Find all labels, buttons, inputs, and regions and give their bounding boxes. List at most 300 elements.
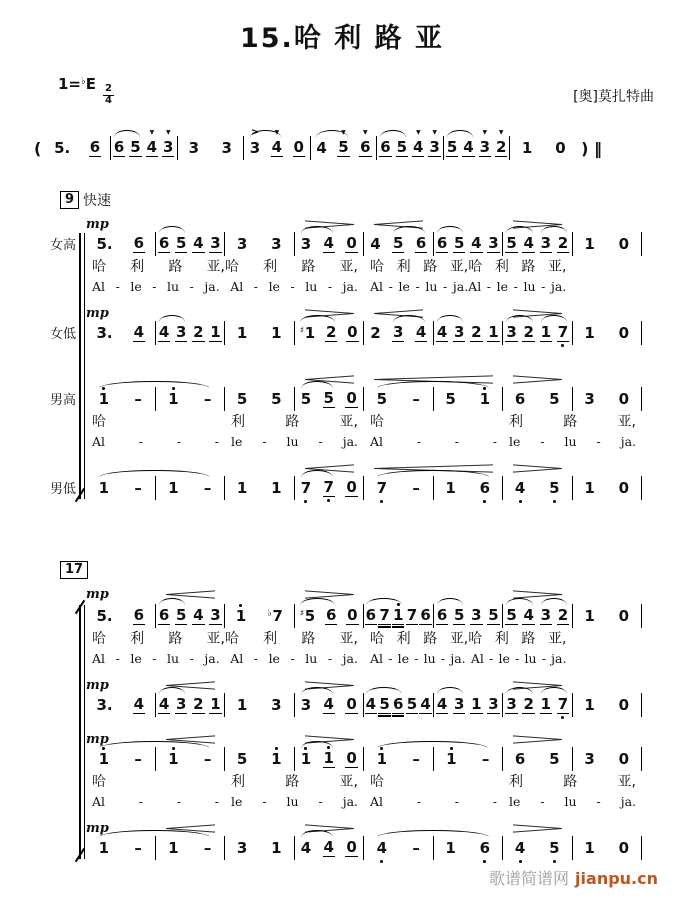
syllable: - (416, 433, 422, 449)
note-token: 5 ▼ (338, 129, 349, 156)
measure (225, 476, 295, 500)
note-token: 0 (347, 606, 358, 624)
lyric-segment (86, 277, 364, 295)
rehearsal-mark-9: 9 (60, 191, 79, 209)
measure (434, 476, 504, 500)
syllable: Al (92, 278, 106, 294)
measure (364, 232, 434, 256)
syllable: 路 (423, 630, 438, 647)
syllable: - (388, 650, 393, 666)
measure (510, 136, 577, 160)
note-token: 6 (415, 234, 427, 252)
note-token: ♯5 (299, 606, 316, 625)
measure (295, 836, 365, 860)
measure (573, 321, 643, 345)
time-numerator: 2 (104, 83, 112, 94)
syllable: - (454, 793, 459, 809)
rehearsal-row-9 (60, 190, 684, 210)
syllable: ja. (551, 650, 567, 666)
syllable: - (414, 650, 419, 666)
syllable: 路 (521, 258, 536, 275)
lyrics-zh (86, 412, 642, 432)
syllable: 利 (509, 773, 523, 790)
syllable: ja. (204, 650, 220, 666)
note-token: 4 (133, 323, 144, 341)
syllable: 亚, (339, 773, 358, 790)
note-token: 6 (133, 606, 144, 624)
syllable: Al (370, 650, 384, 666)
slur (541, 687, 568, 695)
dynamic-mp: mp (86, 678, 109, 693)
voice-label (0, 820, 86, 860)
note-token: 4 (523, 606, 534, 624)
lyric-segment (364, 432, 503, 450)
voice-body (86, 731, 642, 810)
syllable: - (318, 433, 323, 449)
syllable: 利 (231, 413, 245, 430)
measure (573, 836, 643, 860)
syllable: ja. (450, 650, 466, 666)
note-token: 1 (540, 695, 552, 713)
slur (99, 830, 211, 838)
note-token: 1 (584, 606, 595, 625)
note-token: 4 (133, 695, 144, 713)
measure (225, 836, 295, 860)
lyric-segment (86, 792, 225, 810)
measure (156, 476, 226, 500)
accent-mark-icon: > (250, 126, 260, 138)
lyric-segment (503, 432, 642, 450)
note-token: 6 (436, 606, 448, 624)
measure (86, 747, 156, 771)
note-token: 1 (584, 478, 595, 497)
note-token: 5 (549, 838, 560, 857)
measure (44, 136, 111, 160)
measures (86, 747, 642, 771)
staccato-mark-icon: ▼ (415, 129, 421, 136)
syllable: lu (425, 278, 438, 294)
slur (114, 130, 140, 138)
measure (364, 747, 434, 771)
note-token: 3 (540, 234, 552, 252)
note-token: 1 (479, 389, 491, 408)
note-token: 4 (300, 838, 312, 857)
note-token: – (203, 749, 212, 768)
note-token: 6 (158, 606, 170, 624)
note-token: 6 (479, 838, 491, 857)
note-token: 3 (393, 323, 404, 341)
note-token: 4 (323, 695, 334, 713)
note-token: 4 (316, 138, 327, 157)
lyric-segment (364, 649, 573, 667)
syllable: 路 (563, 773, 578, 790)
syllable: lu (524, 650, 537, 666)
syllable: 哈 (370, 630, 384, 647)
measure (225, 604, 295, 628)
syllable: - (253, 650, 259, 666)
note-token: 0 (618, 695, 630, 714)
note-token: 6 (133, 234, 144, 252)
measure (364, 604, 434, 628)
tempo-text: 快速 (83, 193, 112, 209)
note-token: 5 (549, 478, 560, 497)
measure (156, 232, 226, 256)
note-token: 1 (236, 323, 248, 342)
syllable: lu (305, 278, 318, 294)
note-token: 0 (618, 749, 630, 768)
lyric-segment (364, 629, 573, 649)
lyric-gap (573, 649, 643, 667)
note-token: 3 (488, 234, 499, 252)
note-token: 3 (471, 606, 482, 624)
note-token: 6 (158, 234, 170, 252)
note-token: 5 (506, 234, 517, 252)
slur (541, 315, 568, 323)
note-token: 3 (540, 606, 552, 624)
notes-row (86, 836, 642, 860)
measure (156, 387, 226, 411)
syllable: - (189, 278, 194, 294)
measures (86, 321, 642, 345)
slur (506, 598, 533, 606)
note-token: 1 (271, 478, 282, 497)
voice-line (0, 677, 684, 717)
note-token: 3 (453, 323, 465, 341)
voice-line (34, 120, 644, 160)
note-token: 4 (376, 838, 388, 857)
dynamic-mp: mp (86, 217, 109, 232)
measure (86, 604, 156, 628)
note-token: 3 (584, 389, 595, 408)
note-token: 1 (98, 838, 110, 857)
syllable: 路 (423, 258, 438, 275)
measure (86, 836, 156, 860)
voice-line (0, 216, 684, 295)
note-token: 4 ▼ (146, 129, 158, 156)
syllable: - (596, 433, 601, 449)
lyric-gap (434, 772, 504, 792)
note-token: 6 (380, 138, 391, 156)
measure (503, 693, 573, 717)
staccato-mark-icon: ▼ (165, 129, 171, 136)
syllable: 利 (396, 258, 411, 275)
note-token: 1 (271, 838, 282, 857)
voice-line (0, 820, 684, 860)
note-token: 1 (488, 323, 499, 341)
note-token: 2 (193, 695, 204, 713)
note-token: 4 (436, 323, 448, 341)
voice-label (0, 586, 86, 667)
syllable: - (492, 433, 497, 449)
staccato-mark-icon: ▼ (482, 129, 488, 136)
syllable: le (231, 433, 243, 449)
note-token: 3 (188, 138, 200, 157)
note-token: 6 (436, 234, 448, 252)
dynamic-mp: mp (86, 587, 109, 602)
note-token: 2 (557, 234, 569, 252)
measure (156, 836, 226, 860)
note-token: 2 ▼ (496, 129, 507, 156)
note-token: 3 (506, 323, 517, 341)
staccato-mark-icon: ▼ (149, 129, 155, 136)
slur (316, 130, 347, 138)
voice-body (86, 460, 642, 500)
note-token: 3 (300, 234, 312, 253)
note-token: 0 (346, 234, 357, 252)
measure (225, 747, 295, 771)
measure (295, 693, 365, 717)
lyrics-rm (86, 432, 642, 450)
slur (380, 130, 406, 138)
syllable: 利 (494, 630, 509, 647)
note-token: 3 (271, 234, 282, 253)
measure (244, 126, 311, 160)
voice-body (86, 305, 642, 345)
syllable: Al (230, 650, 244, 666)
syllable: - (415, 278, 420, 294)
measure (295, 321, 365, 345)
note-token: 6 (393, 695, 404, 713)
note-token: 3. (96, 323, 113, 342)
measures (86, 476, 642, 500)
note-token: – (134, 478, 142, 497)
note-token: 5 (175, 234, 187, 252)
measure (434, 232, 504, 256)
note-token: 1 (98, 749, 110, 768)
syllable: Al (370, 278, 384, 294)
note-token: 1 (376, 749, 388, 768)
note-token: 1 (235, 606, 247, 625)
note-token: 6 (420, 606, 431, 624)
lyric-segment (364, 412, 434, 432)
note-token: 3 (175, 695, 187, 713)
voice-body (34, 120, 602, 160)
syllable: ja. (342, 433, 358, 449)
voice-label: 女高 (49, 238, 76, 253)
measure (364, 836, 434, 860)
measure (86, 232, 156, 256)
system-start-barline (79, 605, 85, 859)
note-token: 3 (210, 234, 221, 252)
slur (301, 226, 333, 234)
note-token: 1 (98, 389, 110, 408)
measure (86, 321, 156, 345)
syllable: 路 (301, 630, 316, 647)
slur (506, 226, 533, 234)
note-token: 2 (523, 695, 534, 713)
note-token: 2 (471, 323, 482, 341)
syllable: le (130, 278, 142, 294)
measure (573, 604, 643, 628)
note-token: – (412, 838, 420, 857)
voice-line (0, 305, 684, 345)
syllable: - (515, 650, 520, 666)
syllable: 亚, (617, 413, 636, 430)
syllable: 利 (396, 630, 411, 647)
lyrics-rm (86, 277, 642, 295)
flat-icon: ♭ (81, 76, 86, 87)
syllable: - (115, 650, 120, 666)
open-paren: ( (34, 138, 42, 158)
note-token: 4 (370, 234, 381, 253)
syllable: lu (423, 650, 436, 666)
measure (503, 321, 573, 345)
syllable: 路 (285, 773, 300, 790)
time-denominator: 4 (104, 94, 112, 106)
syllable: lu (286, 793, 299, 809)
note-token: 0 (346, 749, 357, 767)
lyric-segment (364, 792, 503, 810)
note-token: 4 (193, 606, 204, 624)
flat-icon: ♭ (267, 608, 272, 619)
slur (366, 687, 403, 695)
syllable: - (540, 793, 545, 809)
note-token: 3 (221, 138, 232, 157)
note-token: 1 (210, 695, 221, 713)
measure (225, 387, 295, 411)
note-token: 4 (323, 234, 334, 252)
measure (156, 321, 226, 345)
lyric-segment (364, 277, 573, 295)
notes-row (86, 693, 642, 717)
lyrics-zh (86, 257, 642, 277)
voice-body (86, 216, 642, 295)
note-token: 7 (376, 478, 388, 497)
notes-row (86, 476, 642, 500)
note-token: 5 (549, 389, 560, 408)
measure (156, 693, 226, 717)
syllable: le (496, 278, 509, 294)
decrescendo-hairpin (513, 735, 562, 744)
note-token: 4 (514, 478, 526, 497)
note-token: 5 (323, 389, 334, 407)
voice-body (86, 371, 642, 450)
measure (311, 129, 378, 160)
syllable: ja. (620, 433, 636, 449)
voice-line (0, 586, 684, 667)
note-token: 2 (193, 323, 204, 341)
measure (364, 693, 434, 717)
slur (377, 830, 489, 838)
note-token: 1 (271, 323, 282, 342)
note-token: 3 (236, 234, 248, 253)
syllable: - (489, 650, 494, 666)
syllable: - (440, 650, 446, 666)
syllable: ja. (551, 278, 567, 294)
note-token: 1 (584, 695, 595, 714)
syllable: 哈 (92, 630, 106, 647)
lyric-segment (86, 432, 225, 450)
measure (434, 836, 504, 860)
syllable: - (318, 793, 323, 809)
syllable: le (231, 793, 243, 809)
note-token: 5 (549, 749, 560, 768)
measure (295, 387, 365, 411)
note-token: 4 (158, 695, 170, 713)
slur (99, 381, 211, 389)
notes-row (34, 126, 602, 160)
note-token: – (412, 749, 420, 768)
note-token: 3 (453, 695, 465, 713)
slur (506, 315, 533, 323)
note-token: 1 (98, 478, 110, 497)
lyric-segment (364, 257, 573, 277)
lyric-segment (225, 412, 364, 432)
system-2 (0, 586, 684, 860)
syllable: 利 (130, 630, 145, 647)
notes-row (86, 604, 642, 628)
syllable: lu (167, 650, 180, 666)
note-token: 1 (168, 389, 179, 408)
syllable: 哈 (92, 413, 106, 430)
dynamic-mp: mp (86, 732, 109, 747)
note-token: 0 (346, 478, 357, 496)
measures (86, 387, 642, 411)
composer-credit: [奥]莫扎特曲 (573, 89, 654, 105)
syllable: - (290, 278, 295, 294)
syllable: le (397, 650, 410, 666)
note-token: 3 ▼ (479, 129, 491, 156)
note-token: 5 (393, 234, 404, 252)
note-token: 1 (393, 606, 404, 624)
syllable: Al (370, 793, 384, 809)
measure (225, 693, 295, 717)
note-token: 6 ▼ (360, 129, 371, 156)
watermark-site: 歌谱简谱网 (489, 869, 570, 888)
note-token: 1 (584, 323, 595, 342)
note-token: 5 (488, 606, 499, 624)
syllable: lu (167, 278, 180, 294)
note-token: 4 (193, 234, 204, 252)
measure (156, 604, 226, 628)
note-token: 6 (325, 606, 337, 624)
watermark-link[interactable]: jianpu.cn (575, 869, 658, 888)
voice-line (0, 731, 684, 810)
lyric-segment (364, 772, 434, 792)
voice-label: 男高 (49, 393, 76, 408)
voice-label: 女低 (49, 327, 76, 342)
lyric-segment (86, 649, 364, 667)
note-token: – (203, 478, 212, 497)
staccato-mark-icon: ▼ (432, 129, 437, 136)
syllable: - (189, 650, 194, 666)
slur (393, 315, 425, 323)
note-token: 4 (514, 838, 526, 857)
lyric-segment (86, 629, 364, 649)
note-token: 2 (523, 323, 534, 341)
decrescendo-hairpin (513, 824, 562, 833)
note-token: 5 (300, 389, 312, 408)
note-token: 5 (506, 606, 517, 624)
note-token: 4 ▼ (413, 129, 424, 156)
sharp-icon: ♯ (299, 325, 305, 336)
measure (364, 476, 434, 500)
note-token: 3 (488, 695, 499, 713)
syllable: ja. (342, 793, 358, 809)
syllable: le (498, 650, 510, 666)
syllable: lu (564, 433, 577, 449)
dynamic-mp: mp (86, 821, 109, 836)
notes-row (86, 232, 642, 256)
syllable: - (176, 433, 181, 449)
close-paren-endbar: ) ‖ (581, 138, 602, 158)
note-token: 4 (463, 138, 474, 156)
measure (295, 747, 365, 771)
note-token: 1 (168, 749, 179, 768)
syllable: ja. (620, 793, 636, 809)
note-token: 6 (514, 389, 526, 408)
syllable: - (115, 278, 120, 294)
